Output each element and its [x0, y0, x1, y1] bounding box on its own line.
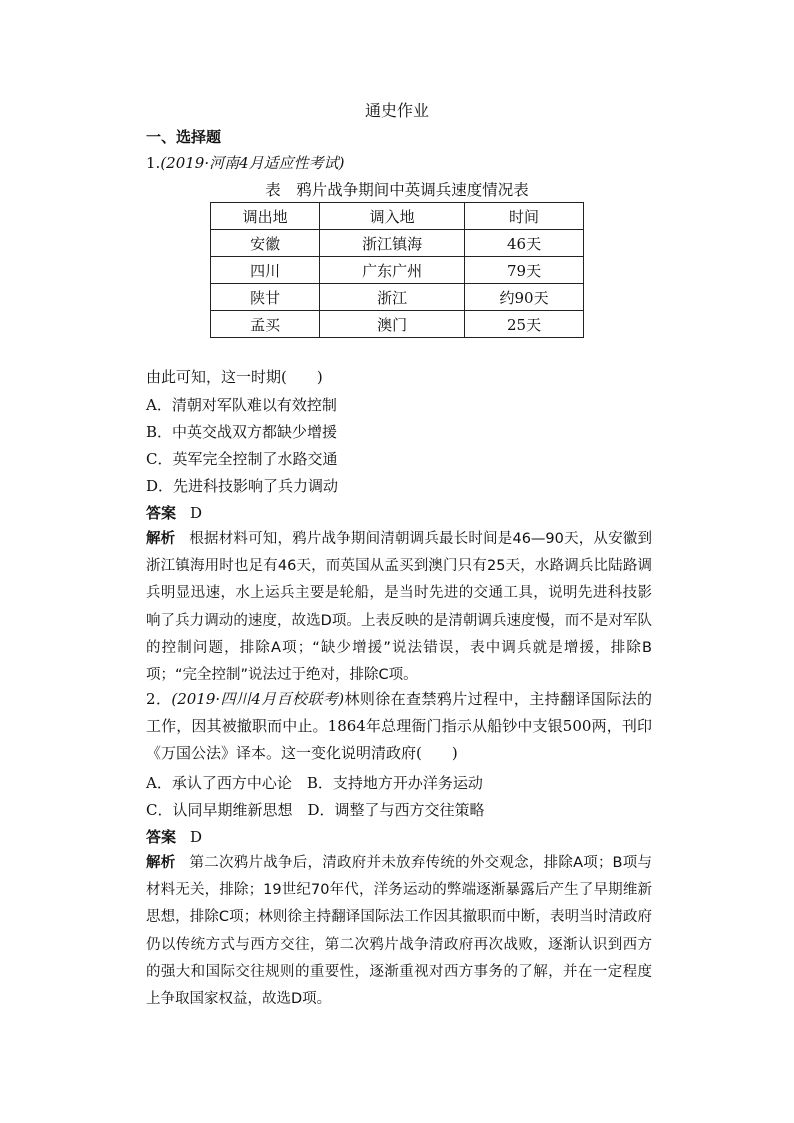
q2-analysis [146, 850, 652, 1013]
analysis-label: 解析 [146, 531, 176, 547]
q1-analysis [146, 526, 652, 689]
q2-stem [146, 686, 652, 768]
q1-header [146, 152, 345, 173]
analysis-text: 第二次鸦片战争后，清政府并未放弃传统的外交观念，排除A项；B项与材料无关，排除；19世纪70年代，洋务运动的弊端逐渐暴露后产生了早期维新思想，排除C项；林则徐主持翻译国际法工作因其撤职而中断，表明当时清政府仍以传统方式与西方交往，第二次鸦片战争清政府再次战败，逐渐认识到西方的强大和国际交往规则的重要性，逐渐重视对西方事务的了解，并在一定程度上争取国家权益，故选D项。 [146, 855, 652, 1008]
q2-number: 2． [146, 690, 172, 708]
table-header-row [211, 203, 584, 230]
table-header: 时间 [465, 203, 584, 230]
q2-options-cd: C．认同早期维新思想 D．调整了与西方交往策略 [146, 801, 485, 819]
q2-answer [146, 826, 202, 847]
analysis-label: 解析 [146, 855, 176, 871]
table-row [211, 257, 584, 284]
q1-number: 1. [146, 154, 161, 172]
table-cell: 约90天 [465, 284, 584, 311]
answer-label: 答案 [146, 504, 177, 522]
table-header: 调入地 [320, 203, 465, 230]
table-cell: 安徽 [211, 230, 320, 257]
table-cell: 陕甘 [211, 284, 320, 311]
table-cell: 25天 [465, 311, 584, 338]
table-cell: 46天 [465, 230, 584, 257]
doc-title: 通史作业 [364, 101, 429, 120]
q2-options-ab: A．承认了西方中心论 B．支持地方开办洋务运动 [146, 774, 483, 792]
table-cell: 孟买 [211, 311, 320, 338]
q1-source: (2019·河南4月适应性考试) [160, 154, 345, 172]
table-header: 调出地 [211, 203, 320, 230]
table-row [211, 311, 584, 338]
table-cell: 浙江镇海 [320, 230, 465, 257]
answer-label: 答案 [146, 828, 177, 846]
q2-source: (2019·四川4月百校联考) [171, 690, 345, 708]
q1-table-caption: 表 鸦片战争期间中英调兵速度情况表 [265, 181, 529, 199]
q1-answer [146, 502, 202, 523]
section-title: 一、选择题 [146, 128, 222, 146]
table-cell: 四川 [211, 257, 320, 284]
q1-option-a: A．清朝对军队难以有效控制 [146, 396, 337, 414]
troop-speed-table [210, 202, 584, 338]
table-cell: 79天 [465, 257, 584, 284]
q1-option-b: B．中英交战双方都缺少增援 [146, 423, 338, 441]
table-row [211, 230, 584, 257]
answer-value: D [190, 504, 203, 522]
table-cell: 澳门 [320, 311, 465, 338]
table-row [211, 284, 584, 311]
q1-option-d: D．先进科技影响了兵力调动 [146, 477, 339, 495]
q1-stem: 由此可知，这一时期( ) [146, 368, 323, 386]
q2-stem-text: 林则徐在查禁鸦片过程中，主持翻译国际法的工作，因其被撤职而中止。1864年总理衙门指示从船钞中支银500两，刊印《万国公法》译本。这一变化说明清政府( ) [146, 690, 652, 763]
analysis-text: 根据材料可知，鸦片战争期间清朝调兵最长时间是46—90天，从安徽到浙江镇海用时也足有46天，而英国从孟买到澳门只有25天，水路调兵比陆路调兵明显迅速，水上运兵主要是轮船，是当时先进的交通工具，说明先进科技影响了兵力调动的速度，故选D项。上表反映的是清朝调兵速度慢，而不是对军队的控制问题，排除A项；“缺少增援”说法错误，表中调兵就是增援，排除B项；“完全控制”说法过于绝对，排除C项。 [146, 531, 652, 684]
table-cell: 广东广州 [320, 257, 465, 284]
table-cell: 浙江 [320, 284, 465, 311]
answer-value: D [190, 828, 203, 846]
q1-option-c: C．英军完全控制了水路交通 [146, 450, 338, 468]
